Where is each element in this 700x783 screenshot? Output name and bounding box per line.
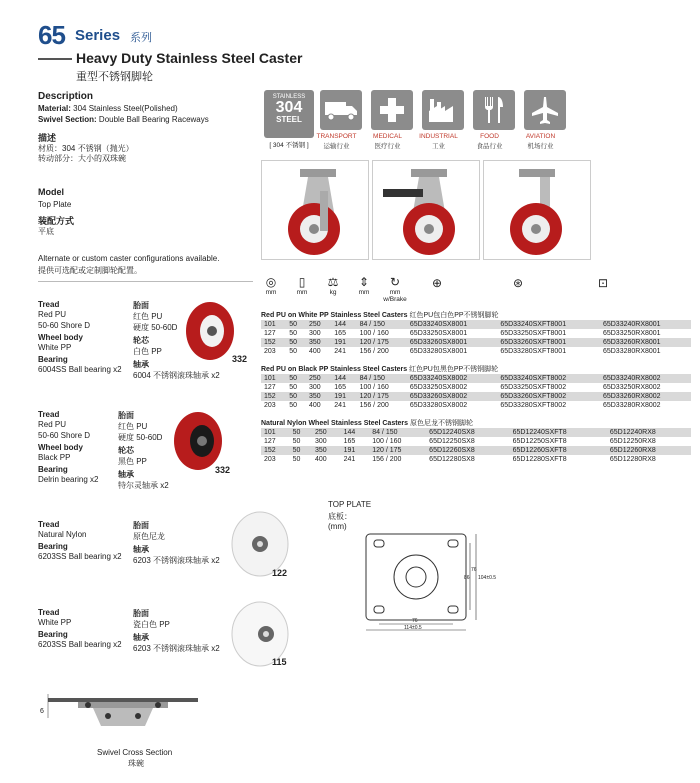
caption-food: [464, 133, 515, 150]
table-cell: 50: [289, 330, 298, 337]
badge-bot: STEEL: [276, 115, 302, 124]
swivel-label: Swivel Section:: [38, 115, 97, 124]
table-cell: 65D12260SXFT8: [510, 446, 607, 455]
table-cell: 65D33240SXFT8002: [497, 374, 600, 383]
factory-icon: [422, 90, 464, 130]
table-row: [261, 428, 691, 437]
dim-76-v: 76: [471, 567, 477, 573]
wheel-body-value: White PP: [38, 343, 72, 352]
symbol-load: [320, 275, 346, 303]
wheel-diameter-unit: mm: [265, 289, 277, 296]
table-cell: 50: [292, 456, 301, 463]
table-cell: 65D12280SXFT8: [512, 456, 567, 463]
table-row: [261, 437, 691, 446]
table-cell: 50: [286, 338, 306, 347]
tread-label-cn: 胎面: [118, 411, 134, 420]
table-cell: 203: [264, 456, 276, 463]
tread-value: Red PU: [38, 310, 67, 319]
table-cell: 250: [306, 320, 331, 329]
wheel-body-value-cn: 黑色 PP: [118, 457, 147, 466]
wheel-body-value-cn: 白色 PP: [133, 347, 162, 356]
wheel-width-unit: mm: [296, 289, 308, 296]
table-cell: 65D33280RX8001: [602, 348, 661, 355]
page-title: Heavy Duty Stainless Steel Caster: [76, 50, 303, 66]
table-cell: 400: [309, 402, 321, 409]
table-cell: 65D12240RX8: [607, 428, 691, 437]
spec-symbols: [258, 275, 408, 303]
table-cell: 65D12250SXFT8: [512, 438, 567, 445]
material-line: [38, 103, 178, 114]
table-row: [261, 338, 691, 347]
swivel-cn: 转动部分：大小的双珠碗: [38, 154, 126, 163]
material-cn: 材质：304 不锈钢（抛光）: [38, 144, 134, 153]
note-cn: 提供可选配或定制脚轮配置。: [38, 266, 142, 275]
wheel-spec-4-cn: [133, 608, 233, 654]
table-title-cn: 红色PU包黑色PP不锈钢脚轮: [409, 366, 499, 373]
table-cell: 300: [309, 330, 321, 337]
wheel-spec-3-cn: [133, 520, 233, 566]
swivel-cross-section-drawing: [38, 688, 208, 748]
table-cell: 127: [264, 384, 276, 391]
tread-hardness-cn: 硬度 50-60D: [133, 323, 178, 332]
table-cell: 65D33240SX8001: [407, 320, 497, 329]
wheel-width-icon: ▯: [298, 275, 306, 289]
table-cell: 400: [314, 456, 327, 463]
bearing-label: Bearing: [38, 465, 68, 474]
table-title-cn: 红色PU包白色PP不锈钢脚轮: [409, 312, 499, 319]
table-cell: 65D33280RX8002: [602, 402, 661, 409]
airplane-icon: [524, 90, 566, 130]
table-row: [261, 446, 691, 455]
bearing-label-cn: 轴承: [133, 545, 149, 554]
table-cell: 165: [334, 384, 346, 391]
tread-hardness-cn: 硬度 50-60D: [118, 433, 163, 442]
table-red-white: [261, 310, 691, 356]
model-value: Top Plate: [38, 200, 72, 209]
series-cn: 系列: [130, 32, 152, 44]
bearing-label: Bearing: [38, 355, 68, 364]
table-cell: 144: [331, 374, 356, 383]
bearing-label-cn: 轴承: [118, 470, 134, 479]
table-cell: 50: [290, 446, 312, 455]
bearing-value-cn: 6004 不锈钢滚珠轴承 x2: [133, 371, 220, 380]
brake-label: w/Brake: [383, 296, 407, 303]
dim-76-h: 76: [412, 618, 418, 624]
table-cell: 65D33250RX8001: [602, 330, 661, 337]
table-cell: 127: [264, 438, 276, 445]
caption-transport-en: TRANSPORT: [316, 133, 357, 140]
table-cell: 120 / 175: [369, 446, 426, 455]
table-cell: 241: [334, 402, 346, 409]
table-cell: 65D33250SX8001: [409, 330, 468, 337]
table-cell: 156 / 200: [372, 456, 402, 463]
tread-value-cn: 瓷白色 PP: [133, 620, 170, 629]
table-title: [261, 310, 691, 320]
table-cell: 152: [261, 392, 286, 401]
tread-label: Tread: [38, 520, 60, 529]
tread-value: Red PU: [38, 420, 67, 429]
table-cell: 50: [290, 428, 312, 437]
table-cell: 50: [289, 402, 298, 409]
table-cell: 65D33260RX8002: [600, 392, 691, 401]
table-row: [261, 374, 691, 383]
table-cell: 156 / 200: [359, 402, 389, 409]
dim-104: 104±0.5: [478, 575, 497, 581]
table-cell: 65D33240SX8002: [407, 374, 497, 383]
dim-86: 86: [464, 575, 470, 581]
top-plate-drawing: [360, 530, 500, 655]
cross-section-label: Swivel Cross Section: [97, 748, 173, 757]
symbol-swivel-radius: [382, 275, 408, 303]
swivel-line: [38, 114, 209, 125]
table-cell: 84 / 150: [369, 428, 426, 437]
caster-height-icon: ⇕: [358, 275, 370, 289]
table-cell: 120 / 175: [357, 392, 407, 401]
table-row: [261, 329, 691, 338]
tread-value-cn: 红色 PU: [133, 312, 163, 321]
spec-table: [261, 320, 691, 356]
tread-value: White PP: [38, 618, 72, 627]
wheel-code-2: 332: [215, 465, 231, 475]
table-title: [261, 364, 691, 374]
table-cell: 65D33280SXFT8001: [500, 348, 567, 355]
table-cell: 156 / 200: [359, 348, 389, 355]
section-divider: [38, 281, 253, 282]
wheel-body-label-cn: 轮芯: [118, 446, 134, 455]
table-title-cn: 原色尼龙不锈钢脚轮: [410, 420, 474, 427]
tread-label: Tread: [38, 410, 60, 419]
series-number: 65: [38, 20, 65, 50]
caption-medical: [362, 133, 413, 150]
bearing-value: 6203SS Ball bearing x2: [38, 640, 122, 649]
badge-mid: 304: [275, 99, 303, 116]
truck-icon: [320, 90, 362, 130]
table-cell: 101: [261, 320, 286, 329]
table-cell: 50: [286, 320, 306, 329]
symbol-wheel-width: [289, 275, 315, 303]
model-heading: Model: [38, 187, 64, 197]
table-row: [261, 401, 691, 410]
description-heading-cn: 描述: [38, 133, 57, 143]
table-cell: 300: [314, 438, 327, 445]
tread-label-cn: 胎面: [133, 609, 149, 618]
table-cell: 100 / 160: [359, 330, 389, 337]
table-cell: 250: [312, 428, 341, 437]
tread-label: Tread: [38, 608, 60, 617]
wheel-body-label: Wheel body: [38, 333, 83, 342]
bearing-label: Bearing: [38, 542, 68, 551]
bearing-label: Bearing: [38, 630, 68, 639]
table-cell: 65D33250SX8002: [409, 384, 468, 391]
table-cell: 191: [331, 392, 356, 401]
material-value: 304 Stainless Steel(Polished): [73, 104, 178, 113]
caption-industrial-cn: 工业: [432, 143, 445, 150]
table-cell: 65D33280SXFT8002: [500, 402, 567, 409]
bearing-value-cn: 6203 不锈钢滚珠轴承 x2: [133, 556, 220, 565]
description-heading: Description: [38, 91, 94, 102]
table-cell: 100 / 160: [372, 438, 402, 445]
table-cell: 203: [264, 402, 276, 409]
stainless-steel-badge: [264, 90, 314, 138]
material-label: Material:: [38, 104, 71, 113]
table-cell: 65D12240SX8: [426, 428, 509, 437]
note-en: Alternate or custom caster configurations available.: [38, 254, 220, 263]
table-cell: 84 / 150: [357, 374, 407, 383]
wheel-body-label-cn: 轮芯: [133, 336, 149, 345]
table-cell: 50: [289, 384, 298, 391]
swivel-caster-photo: [261, 160, 369, 260]
tread-hardness: 50-60 Shore D: [38, 431, 91, 440]
table-cell: 65D33250RX8002: [602, 384, 661, 391]
table-title-en: Natural Nylon Wheel Stainless Steel Casters: [261, 420, 409, 427]
table-row: [261, 383, 691, 392]
height-unit: mm: [358, 289, 370, 296]
table-cell: 165: [334, 330, 346, 337]
caption-transport-cn: 运输行业: [323, 143, 350, 150]
load-weight-icon: ⚖: [327, 275, 339, 289]
caption-transport: [311, 133, 362, 150]
bearing-value: Delrin bearing x2: [38, 475, 99, 484]
table-cell: 191: [331, 338, 356, 347]
table-cell: 191: [341, 446, 370, 455]
tread-value: Natural Nylon: [38, 530, 87, 539]
wheel-code-4: 115: [272, 657, 287, 667]
load-unit: kg: [329, 289, 337, 296]
table-cell: 241: [343, 456, 356, 463]
table-cell: 350: [306, 392, 331, 401]
series-word: Series: [75, 27, 121, 44]
table-cell: 144: [341, 428, 370, 437]
table-title: [261, 418, 691, 428]
caption-medical-en: MEDICAL: [373, 133, 402, 140]
caption-aviation-en: AVIATION: [525, 133, 556, 140]
caption-food-en: FOOD: [480, 133, 499, 140]
table-cell: 400: [309, 348, 321, 355]
caption-aviation: [515, 133, 566, 150]
brake-type-icon: ⊛: [513, 276, 524, 290]
industry-food: [473, 90, 515, 130]
bearing-value: 6004SS Ball bearing x2: [38, 365, 122, 374]
table-cell: 65D33280SX8002: [409, 402, 468, 409]
tread-label-cn: 胎面: [133, 301, 149, 310]
table-cell: 65D12280RX8: [609, 456, 656, 463]
table-cell: 65D33260SX8002: [407, 392, 497, 401]
title-divider: [38, 58, 72, 60]
badge-top: STAINLESS: [272, 94, 306, 100]
model-heading-cn: 装配方式: [38, 216, 75, 226]
table-cell: 65D12250SX8: [429, 438, 475, 445]
symbol-wheel-diameter: [258, 275, 284, 303]
industry-transport: [320, 90, 362, 130]
table-cell: 127: [264, 330, 276, 337]
rigid-caster-photo: [483, 160, 591, 260]
tread-value-cn: 原色尼龙: [133, 532, 165, 541]
industry-icons: [320, 90, 566, 130]
table-cell: 65D33280SX8001: [409, 348, 468, 355]
wheel-body-label: Wheel body: [38, 443, 83, 452]
swivel-radius-icon: ↻: [389, 275, 401, 289]
table-title-en: Red PU on Black PP Stainless Steel Casters: [261, 366, 408, 373]
table-cell: 65D33260SXFT8002: [497, 392, 600, 401]
table-cell: 101: [261, 374, 286, 383]
table-red-black: [261, 364, 691, 410]
table-row: [261, 347, 691, 356]
top-plate-title: TOP PLATE: [328, 500, 372, 509]
table-cell: 65D12250RX8: [609, 438, 656, 445]
wheel-diameter-icon: ◎: [265, 275, 277, 289]
table-cell: 100 / 160: [359, 384, 389, 391]
table-cell: 65D33260RX8001: [600, 338, 691, 347]
swivel-radius-unit: mm: [389, 289, 401, 296]
industry-captions: [311, 133, 566, 150]
table-cell: 65D33250SXFT8001: [500, 330, 567, 337]
table-cell: 152: [261, 446, 290, 455]
table-cell: 152: [261, 338, 286, 347]
caption-food-cn: 食品行业: [476, 143, 503, 150]
table-title-en: Red PU on White PP Stainless Steel Casters: [261, 312, 408, 319]
bearing-value-cn: 6203 不锈钢滚珠轴承 x2: [133, 644, 220, 653]
table-row: [261, 392, 691, 401]
table-row: [261, 455, 691, 464]
swivel-value: Double Ball Bearing Raceways: [98, 115, 209, 124]
table-cell: 165: [343, 438, 356, 445]
top-plate-cn: 底板：: [328, 512, 352, 521]
tread-label-cn: 胎面: [133, 521, 149, 530]
table-cell: 50: [286, 374, 306, 383]
model-value-cn: 平底: [38, 227, 54, 236]
table-cell: 65D12240SXFT8: [510, 428, 607, 437]
industry-aviation: [524, 90, 566, 130]
wheel-code-1: 332: [232, 354, 248, 364]
table-cell: 65D33240SXFT8001: [497, 320, 600, 329]
medical-cross-icon: [371, 90, 413, 130]
caption-medical-cn: 医疗行业: [374, 143, 401, 150]
table-row: [261, 320, 691, 329]
table-cell: 241: [334, 348, 346, 355]
table-cell: 50: [289, 348, 298, 355]
table-cell: 350: [312, 446, 341, 455]
fork-knife-icon: [473, 90, 515, 130]
table-cell: 65D12260SX8: [426, 446, 509, 455]
caption-industrial: [413, 133, 464, 150]
spec-table: [261, 374, 691, 410]
tread-label: Tread: [38, 300, 60, 309]
symbol-height: [351, 275, 377, 303]
badge-cn: [ 304 不锈钢 ]: [269, 142, 309, 149]
cross-section-dim: 6: [40, 708, 44, 715]
table-cell: 50: [286, 392, 306, 401]
table-cell: 84 / 150: [357, 320, 407, 329]
table-cell: 120 / 175: [357, 338, 407, 347]
table-cell: 65D12260RX8: [607, 446, 691, 455]
caption-industrial-en: INDUSTRIAL: [419, 133, 458, 140]
table-nylon: [261, 418, 691, 464]
table-cell: 65D33260SX8001: [407, 338, 497, 347]
tread-value-cn: 红色 PU: [118, 422, 148, 431]
spec-tables: [261, 310, 691, 464]
table-cell: 65D33240RX8001: [600, 320, 691, 329]
table-cell: 65D33250SXFT8002: [500, 384, 567, 391]
cross-section-cn: 珠碗: [128, 759, 144, 768]
caption-aviation-cn: 机场行业: [527, 143, 554, 150]
bearing-label-cn: 轴承: [133, 633, 149, 642]
top-plate-unit: (mm): [328, 522, 347, 531]
rigid-type-icon: ⊡: [598, 276, 609, 290]
table-cell: 203: [264, 348, 276, 355]
industry-industrial: [422, 90, 464, 130]
dim-114: 114±0.5: [404, 625, 422, 631]
spec-table: [261, 428, 691, 464]
wheel-code-3: 122: [272, 568, 288, 578]
brake-caster-photo: [372, 160, 480, 260]
swivel-type-icon: ⊕: [432, 276, 443, 290]
bearing-value-cn: 特尔灵轴承 x2: [118, 481, 169, 490]
table-cell: 65D33240RX8002: [600, 374, 691, 383]
bearing-label-cn: 轴承: [133, 360, 149, 369]
table-cell: 350: [306, 338, 331, 347]
industry-medical: [371, 90, 413, 130]
table-cell: 65D33260SXFT8001: [497, 338, 600, 347]
table-cell: 250: [306, 374, 331, 383]
page-title-cn: 重型不锈钢脚轮: [76, 71, 153, 83]
table-cell: 65D12280SX8: [429, 456, 475, 463]
wheel-body-value: Black PP: [38, 453, 71, 462]
bearing-value: 6203SS Ball bearing x2: [38, 552, 122, 561]
table-cell: 50: [292, 438, 301, 445]
table-cell: 144: [331, 320, 356, 329]
tread-hardness: 50-60 Shore D: [38, 321, 91, 330]
table-cell: 300: [309, 384, 321, 391]
table-cell: 101: [261, 428, 290, 437]
